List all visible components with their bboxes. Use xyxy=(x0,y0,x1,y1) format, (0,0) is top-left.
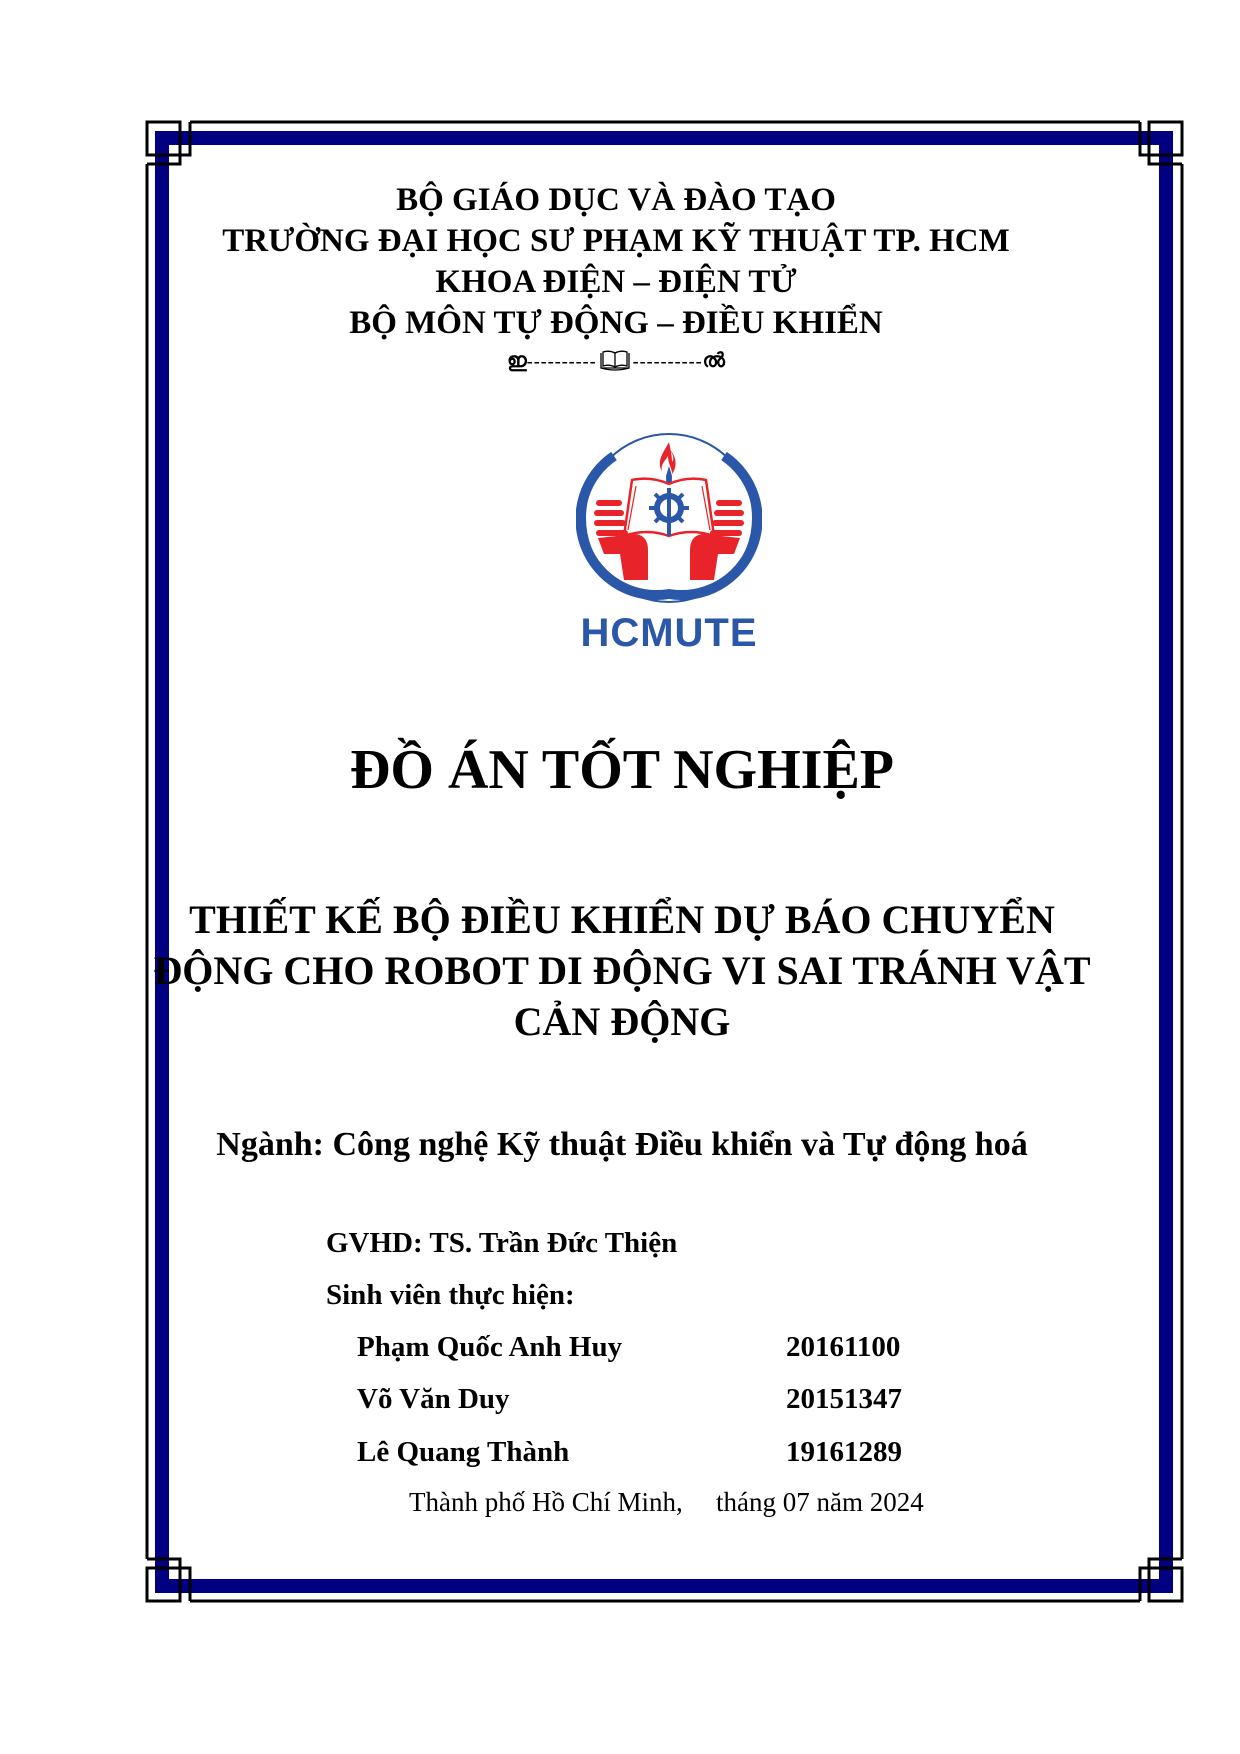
left-flourish-icon: ഇ xyxy=(507,350,527,372)
student-id: 19161289 xyxy=(786,1436,902,1468)
divider-dashes-right: ---------- xyxy=(632,351,703,371)
student-id: 20151347 xyxy=(786,1383,902,1415)
thesis-title-line-2: ĐỘNG CHO ROBOT DI ĐỘNG VI SAI TRÁNH VẬT xyxy=(153,948,1091,993)
department-name: BỘ MÔN TỰ ĐỘNG – ĐIỀU KHIỂN xyxy=(349,305,883,341)
date-text: tháng 07 năm 2024 xyxy=(716,1487,924,1517)
thesis-title-line-3: CẢN ĐỘNG xyxy=(513,999,731,1044)
student-name: Lê Quang Thành xyxy=(357,1436,570,1468)
logo-text: HCMUTE xyxy=(580,611,758,655)
student-name: Võ Văn Duy xyxy=(357,1383,510,1415)
divider-dashes-left: ---------- xyxy=(526,351,597,371)
student-name: Phạm Quốc Anh Huy xyxy=(357,1331,623,1363)
university-name: TRƯỜNG ĐẠI HỌC SƯ PHẠM KỸ THUẬT TP. HCM xyxy=(222,223,1010,259)
advisor-line: GVHD: TS. Trần Đức Thiện xyxy=(326,1227,678,1259)
students-label: Sinh viên thực hiện: xyxy=(326,1279,575,1311)
main-title: ĐỒ ÁN TỐT NGHIỆP xyxy=(349,739,895,801)
major-line: Ngành: Công nghệ Kỹ thuật Điều khiển và Tự động hoá xyxy=(216,1126,1028,1163)
hcmute-logo xyxy=(576,430,762,655)
ornament-divider xyxy=(0,347,1236,375)
ministry-name: BỘ GIÁO DỤC VÀ ĐÀO TẠO xyxy=(396,182,836,218)
student-id: 20161100 xyxy=(786,1331,901,1363)
thesis-title-line-1: THIẾT KẾ BỘ ĐIỀU KHIỂN DỰ BÁO CHUYỂN xyxy=(189,897,1055,942)
open-book-icon xyxy=(599,350,631,372)
faculty-name: KHOA ĐIỆN – ĐIỆN TỬ xyxy=(435,264,797,300)
black-border-lines xyxy=(147,122,1182,1601)
right-flourish-icon: ൽ xyxy=(702,350,725,372)
place-text: Thành phố Hồ Chí Minh, xyxy=(409,1487,683,1517)
